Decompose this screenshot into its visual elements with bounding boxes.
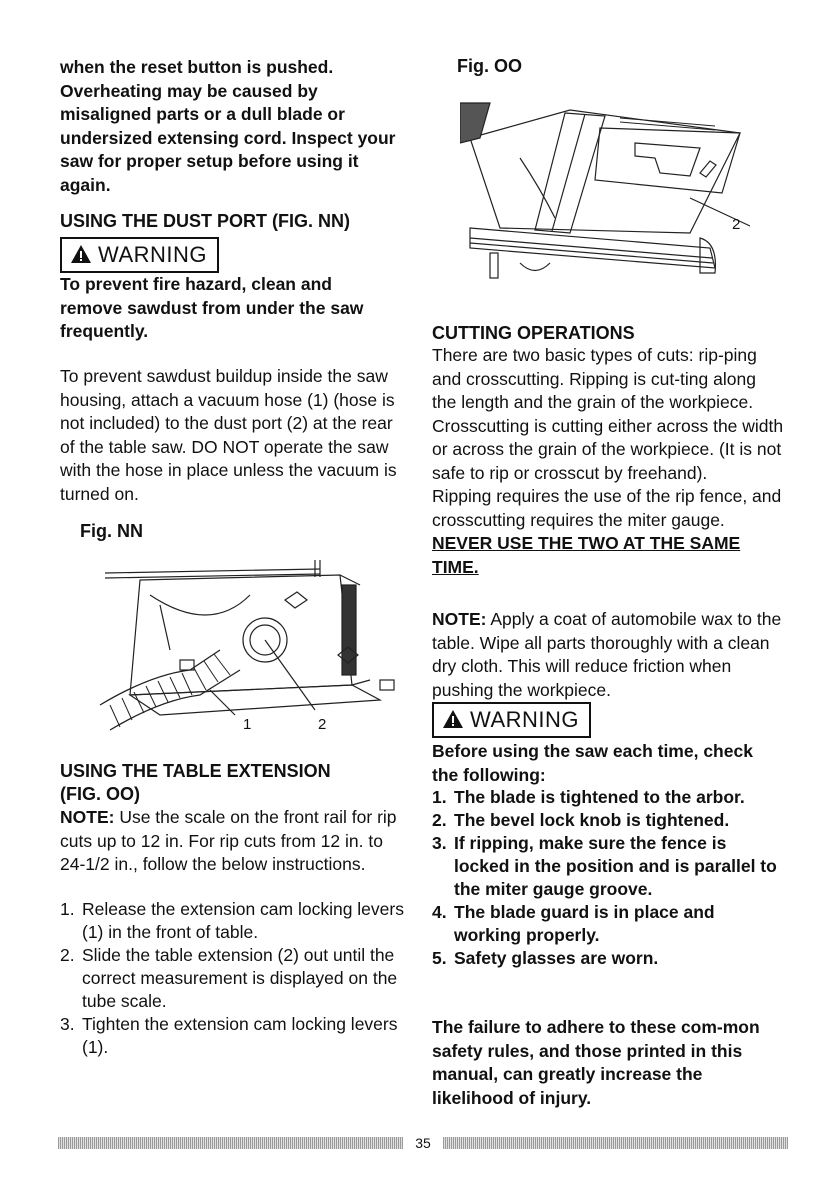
warning-label: WARNING — [98, 242, 208, 267]
check-text: The blade is tightened to the arbor. — [454, 787, 745, 807]
check-intro: Before using the saw each time, check the following: — [432, 741, 753, 785]
list-item — [60, 944, 410, 1013]
note-text: Apply a coat of automobile wax to the table. Wipe all parts thoroughly with a clean dry cloth. This will reduce friction when pushing the workpiece. — [432, 609, 782, 700]
note-label: NOTE: — [60, 807, 115, 827]
fire-hazard-warning-text: To prevent fire hazard, clean and remove sawdust from under the saw frequently. — [60, 274, 364, 341]
check-number: 1. — [432, 787, 447, 807]
step-text: Slide the table extension (2) out until the correct measurement is displayed on the tube scale. — [82, 945, 398, 1011]
check-text: The bevel lock knob is tightened. — [454, 810, 730, 830]
cutting-body-text: There are two basic types of cuts: rip-ping and crosscutting. Ripping is cut-ting along the length and the grain of the workpiece. Crosscutting is cutting either across the width or across the grain of the workpiece. (It is not safe to rip or crosscut by freehand). — [432, 345, 784, 483]
check-text: The blade guard is in place and working properly. — [454, 902, 715, 945]
step-text: Release the extension cam locking levers (1) in the front of table. — [82, 899, 404, 942]
fig-nn-callout-2: 2 — [318, 716, 327, 733]
check-number: 4. — [432, 902, 447, 922]
never-use-two-warning: NEVER USE THE TWO AT THE SAME TIME. — [432, 533, 741, 577]
list-item — [432, 947, 782, 970]
page-number: 35 — [415, 1135, 431, 1151]
dust-port-body: To prevent sawdust buildup inside the saw housing, attach a vacuum hose (1) (hose is not included) to the dust port (2) at the rear of the table saw. DO NOT operate the saw with the hose in place unless the vacuum is turned on. — [60, 366, 397, 504]
fig-oo-label: Fig. OO — [457, 56, 522, 76]
warning-triangle-icon — [442, 709, 464, 729]
extension-steps-list — [60, 898, 410, 1059]
note-label: NOTE: — [432, 609, 487, 629]
list-item — [432, 832, 782, 901]
cutting-operations-heading: CUTTING OPERATIONS — [432, 323, 635, 343]
step-number: 2. — [60, 945, 75, 965]
closing-warning: The failure to adhere to these com-mon safety rules, and those printed in this manual, can greatly increase the likelihood of injury. — [432, 1017, 760, 1108]
ripping-body-text: Ripping requires the use of the rip fence, and crosscutting requires the miter gauge. — [432, 486, 782, 530]
note-text: Use the scale on the front rail for rip cuts up to 12 in. For rip cuts from 12 in. to 24-1/2 in., follow the below instructions. — [60, 807, 397, 874]
check-text: If ripping, make sure the fence is locked in the position and is parallel to the miter gauge groove. — [454, 833, 777, 899]
dust-port-heading: USING THE DUST PORT (FIG. NN) — [60, 211, 350, 231]
step-number: 3. — [60, 1014, 75, 1034]
fig-nn-label: Fig. NN — [80, 521, 143, 541]
list-item — [60, 898, 410, 944]
check-number: 2. — [432, 810, 447, 830]
list-item — [432, 786, 782, 809]
check-number: 3. — [432, 833, 447, 853]
reset-warning-text: when the reset button is pushed. Overheating may be caused by misaligned parts or a dull blade or undersized extensing cord. Inspect your saw for proper setup before using it again. — [60, 57, 396, 195]
cutting-operations-body — [432, 344, 784, 579]
table-extension-note — [60, 806, 410, 877]
page-footer — [58, 1136, 788, 1150]
fig-oo-callout-2: 2 — [732, 216, 741, 233]
footer-bar-left — [58, 1137, 403, 1149]
table-extension-heading — [60, 760, 420, 806]
list-item — [432, 809, 782, 832]
step-number: 1. — [60, 899, 75, 919]
check-text: Safety glasses are worn. — [454, 948, 659, 968]
fig-nn-callout-1: 1 — [243, 716, 252, 733]
check-number: 5. — [432, 948, 447, 968]
warning-triangle-icon — [70, 244, 92, 264]
list-item — [60, 1013, 410, 1059]
safety-checklist — [432, 786, 782, 970]
footer-bar-right — [443, 1137, 788, 1149]
fig-oo-illustration — [460, 98, 750, 293]
step-text: Tighten the extension cam locking levers (1). — [82, 1014, 398, 1057]
table-extension-heading-line1: USING THE TABLE EXTENSION — [60, 761, 331, 781]
table-extension-heading-line2: (FIG. OO) — [60, 784, 140, 804]
list-item — [432, 901, 782, 947]
warning-box — [432, 702, 591, 738]
wax-note — [432, 608, 784, 702]
fig-nn-illustration — [90, 555, 410, 735]
warning-label: WARNING — [470, 707, 580, 732]
warning-box — [60, 237, 219, 273]
